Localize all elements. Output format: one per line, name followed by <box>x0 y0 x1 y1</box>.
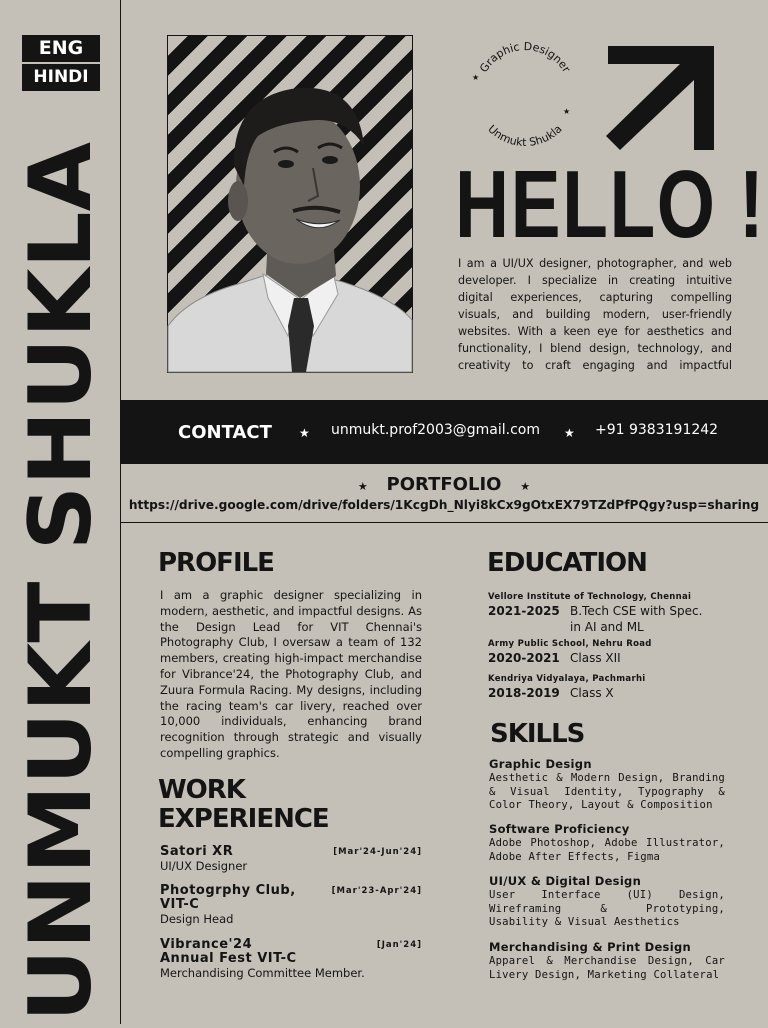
skill-item <box>489 821 725 864</box>
skill-item <box>489 756 725 813</box>
work-heading-line2: EXPERIENCE <box>158 804 329 834</box>
education-years: 2021-2025 <box>488 604 560 618</box>
job-role: Design Head <box>160 912 234 926</box>
job-dates: [Mar'23-Apr'24] <box>331 886 422 896</box>
contact-bar <box>121 400 768 464</box>
skills-heading: SKILLS <box>490 719 585 749</box>
job-item <box>160 884 422 927</box>
skill-item <box>489 939 725 982</box>
education-years: 2020-2021 <box>488 651 560 665</box>
skill-name: Merchandising & Print Design <box>489 940 691 954</box>
school-name: Vellore Institute of Technology, Chennai <box>488 592 692 602</box>
portfolio-label: PORTFOLIO <box>386 474 502 495</box>
skill-name: Graphic Design <box>489 757 592 771</box>
skill-detail: Adobe Photoshop, Adobe Illustrator, Adobe After Effects, Figma <box>489 837 725 863</box>
portfolio-url-link[interactable]: https://drive.google.com/drive/folders/1KcgDh_Nlyi8kCx9gOtxEX79TZdPfPQgy?usp=sharing <box>128 498 760 512</box>
star-icon: ★ <box>520 480 531 493</box>
hello-heading: HELLO ! <box>455 151 766 258</box>
star-separator-icon: ★ <box>564 426 575 440</box>
work-heading <box>158 776 329 834</box>
education-degree: Class X <box>570 686 614 700</box>
profile-photo <box>167 35 413 373</box>
skill-item <box>489 873 725 930</box>
education-heading: EDUCATION <box>487 548 647 578</box>
language-hindi[interactable]: HINDI <box>22 62 100 91</box>
job-role: Merchandising Committee Member. <box>160 966 365 980</box>
candidate-name: UNMUKT SHUKLA <box>11 177 111 1022</box>
job-item <box>160 938 422 981</box>
skill-name: UI/UX & Digital Design <box>489 874 642 888</box>
intro-text: I am a UI/UX designer, photographer, and web developer. I specialize in creating intuitive digital experiences, capturing compelling visuals, and building modern, user-friendly websites. With a keen eye for aesthetics and functionality, I blend design, technology, and creativity to craft engaging and impactful <box>458 257 732 372</box>
job-dates: [Mar'24-Jun'24] <box>333 847 422 857</box>
portfolio-heading <box>120 474 768 495</box>
profile-heading: PROFILE <box>158 548 274 578</box>
star-icon: ★ <box>357 480 368 493</box>
school-name: Army Public School, Nehru Road <box>488 639 652 649</box>
section-divider-line <box>120 522 768 523</box>
badge-star-icon: ★ <box>563 107 571 116</box>
job-title: Satori XR <box>160 844 234 859</box>
designer-badge <box>460 30 590 160</box>
badge-ring-svg <box>460 30 590 160</box>
left-divider-line <box>120 0 121 1024</box>
education-degree: Class XII <box>570 651 621 665</box>
person-portrait-icon <box>168 36 412 372</box>
education-item <box>488 674 748 701</box>
badge-bottom-text: Unmukt Shukla <box>485 122 565 150</box>
skill-detail: User Interface (UI) Design, Wireframing & Prototyping, Usability & Visual Aesthetics <box>489 889 725 928</box>
work-heading-line1: WORK <box>158 775 245 805</box>
job-title: Vibrance'24 Annual Fest VIT-C <box>160 937 297 966</box>
education-item <box>488 639 748 666</box>
skill-detail: Apparel & Merchandise Design, Car Livery Design, Marketing Collateral <box>489 955 725 981</box>
contact-label: CONTACT <box>178 422 272 443</box>
job-dates: [Jan'24] <box>376 940 422 950</box>
vertical-name-wrap <box>11 0 111 1024</box>
skill-detail: Aesthetic & Modern Design, Branding & Visual Identity, Typography & Color Theory, Layout & Composition <box>489 772 725 811</box>
badge-top-text: Graphic Designer <box>477 39 573 75</box>
contact-phone-link[interactable]: +91 9383191242 <box>595 422 719 438</box>
star-separator-icon: ★ <box>299 426 310 440</box>
badge-star-icon: ★ <box>472 73 480 82</box>
school-name: Kendriya Vidyalaya, Pachmarhi <box>488 674 646 684</box>
vertical-name-svg <box>11 0 111 1024</box>
job-title: Photogrphy Club, VIT-C <box>160 883 296 912</box>
education-item <box>488 592 748 635</box>
education-degree: B.Tech CSE with Spec. in AI and ML <box>570 604 703 634</box>
profile-text: I am a graphic designer specializing in modern, aesthetic, and impactful designs. As the Design Lead for VIT Chennai's Photography Club, I oversaw a team of 132 members, creating high-impact merchandise for Vibrance'24, the Photography Club, and Zuura Formula Racing. My designs, including the racing team's car livery, reached over 10,000 individuals, enhancing brand recognition through strategic and visually compelling graphics. <box>160 588 422 760</box>
arrow-up-right-icon <box>606 46 716 150</box>
skill-name: Software Proficiency <box>489 822 630 836</box>
education-years: 2018-2019 <box>488 686 560 700</box>
job-role: UI/UX Designer <box>160 859 248 873</box>
contact-email-link[interactable]: unmukt.prof2003@gmail.com <box>331 422 540 438</box>
job-item <box>160 845 422 874</box>
language-eng[interactable]: ENG <box>38 37 84 59</box>
